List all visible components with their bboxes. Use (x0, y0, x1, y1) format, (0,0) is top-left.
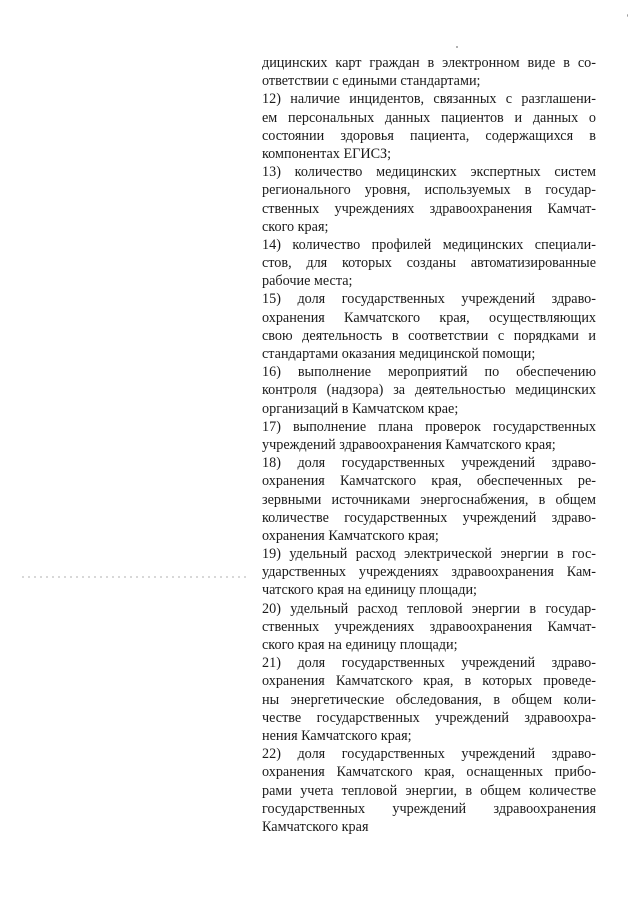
document-text-line: ударственных учреждениях здравоохранения Кам- (262, 564, 596, 581)
document-text-line: зервными источниками энергоснабжения, в общем (262, 491, 596, 508)
document-text-line: компонентах ЕГИСЗ; (262, 145, 392, 162)
document-text-line: ственных учреждениях здравоохранения Камчат- (262, 200, 596, 217)
document-text-line: Камчатского края (262, 818, 369, 835)
document-text-line: контроля (надзора) за деятельностью медицинских (262, 382, 596, 399)
document-text-line: охранения Камчатского края, осуществляющих (262, 309, 596, 326)
document-text-line: охранения Камчатского края; (262, 527, 439, 544)
document-text-column (262, 54, 596, 836)
document-text-line: стандартами оказания медицинской помощи; (262, 346, 536, 362)
document-text-line: учреждений здравоохранения Камчатского края; (262, 436, 556, 453)
document-text-line: 22) доля государственных учреждений здраво- (262, 746, 596, 763)
document-text-line: чатского края на единицу площади; (262, 582, 477, 599)
scan-artifact-dots (20, 575, 250, 579)
document-text-line: 13) количество медицинских экспертных систем (262, 164, 596, 181)
document-text-line: дицинских карт граждан в электронном виде в со- (262, 55, 596, 71)
document-text-line: регионального уровня, используемых в государ- (262, 182, 596, 199)
document-text-line: 21) доля государственных учреждений здраво- (262, 655, 596, 672)
document-text-line: охранения Камчатского края, оснащенных прибо- (262, 764, 596, 781)
document-text-line: 17) выполнение плана проверок государственных (262, 418, 596, 435)
document-text-line: ского края; (262, 218, 329, 235)
document-text-line: 12) наличие инцидентов, связанных с разглашени- (262, 91, 596, 108)
document-text-line: ственных учреждениях здравоохранения Камчат- (262, 618, 596, 635)
document-text-line: честве государственных учреждений здравоохра- (262, 709, 596, 726)
document-text-line: государственных учреждений здравоохранения (262, 800, 596, 817)
document-text-line: количестве государственных учреждений здраво- (262, 509, 596, 526)
document-text-line: охранения Камчатского края, обеспеченных ре- (262, 473, 596, 490)
document-text-line: 19) удельный расход электрической энергии в гос- (262, 546, 596, 563)
document-text-line: охранения Камчатского края, в которых проведе- (262, 673, 596, 690)
document-text-line: организаций в Камчатском крае; (262, 400, 459, 417)
document-text-line: ского края на единицу площади; (262, 637, 458, 653)
document-text-line: ответствии с едиными стандартами; (262, 73, 481, 90)
document-text-line: рами учета тепловой энергии, в общем количестве (262, 782, 596, 799)
document-text-line: стов, для которых созданы автоматизированные (262, 255, 596, 272)
scan-speck (456, 46, 458, 48)
document-text-line: свою деятельность в соответствии с порядками и (262, 327, 596, 344)
scan-speck (627, 14, 628, 17)
document-text-line: 18) доля государственных учреждений здраво- (262, 455, 596, 472)
document-text-line: рабочие места; (262, 273, 353, 290)
document-text-line: 14) количество профилей медицинских специали- (262, 236, 596, 253)
document-text-line: ны энергетические обследования, в общем коли- (262, 691, 596, 708)
document-text-line: нения Камчатского края; (262, 727, 412, 744)
document-text-line: 20) удельный расход тепловой энергии в государ- (262, 600, 596, 617)
document-text-line: ем персональных данных пациентов и данных о (262, 109, 596, 126)
document-text-line: состоянии здоровья пациента, содержащихся в (262, 127, 596, 144)
document-text-line: 16) выполнение мероприятий по обеспечению (262, 364, 596, 381)
document-text-line: 15) доля государственных учреждений здраво- (262, 291, 596, 308)
